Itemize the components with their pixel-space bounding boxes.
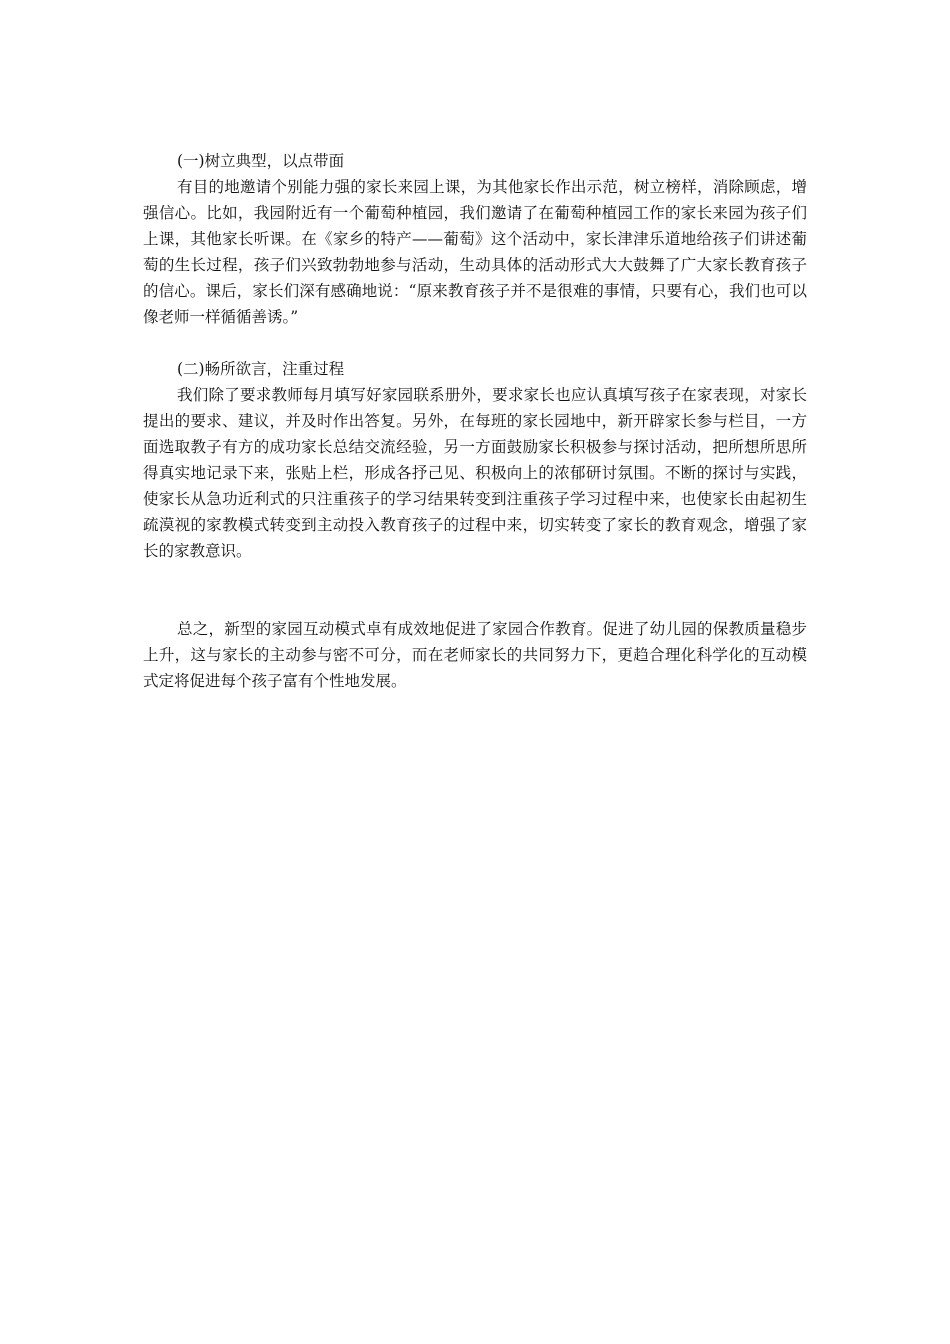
document-body <box>143 148 807 694</box>
section-2-paragraph: 我们除了要求教师每月填写好家园联系册外，要求家长也应认真填写孩子在家表现，对家长提出的要求、建议，并及时作出答复。另外，在每班的家长园地中，新开辟家长参与栏目，一方面选取教子有方的成功家长总结交流经验，另一方面鼓励家长积极参与探讨活动，把所想所思所得真实地记录下来，张贴上栏，形成各抒己见、积极向上的浓郁研讨氛围。不断的探讨与实践，使家长从急功近利式的只注重孩子的学习结果转变到注重孩子学习过程中来，也使家长由起初生疏漠视的家教模式转变到主动投入教育孩子的过程中来，切实转变了家长的教育观念，增强了家长的家教意识。 <box>143 386 807 560</box>
conclusion-spacer <box>143 564 807 616</box>
section-1-heading: (一)树立典型，以点带面 <box>177 152 345 170</box>
section-spacer <box>143 330 807 356</box>
section-2-heading: (二)畅所欲言，注重过程 <box>177 360 345 378</box>
conclusion-paragraph: 总之，新型的家园互动模式卓有成效地促进了家园合作教育。促进了幼儿园的保教质量稳步上升，这与家长的主动参与密不可分，而在老师家长的共同努力下，更趋合理化科学化的互动模式定将促进每个孩子富有个性地发展。 <box>143 620 807 690</box>
section-1-paragraph: 有目的地邀请个别能力强的家长来园上课，为其他家长作出示范，树立榜样，消除顾虑，增强信心。比如，我园附近有一个葡萄种植园，我们邀请了在葡萄种植园工作的家长来园为孩子们上课，其他家长听课。在《家乡的特产——葡萄》这个活动中，家长津津乐道地给孩子们讲述葡萄的生长过程，孩子们兴致勃勃地参与活动，生动具体的活动形式大大鼓舞了广大家长教育孩子的信心。课后，家长们深有感确地说：“原来教育孩子并不是很难的事情，只要有心，我们也可以像老师一样循循善诱。” <box>143 178 807 326</box>
